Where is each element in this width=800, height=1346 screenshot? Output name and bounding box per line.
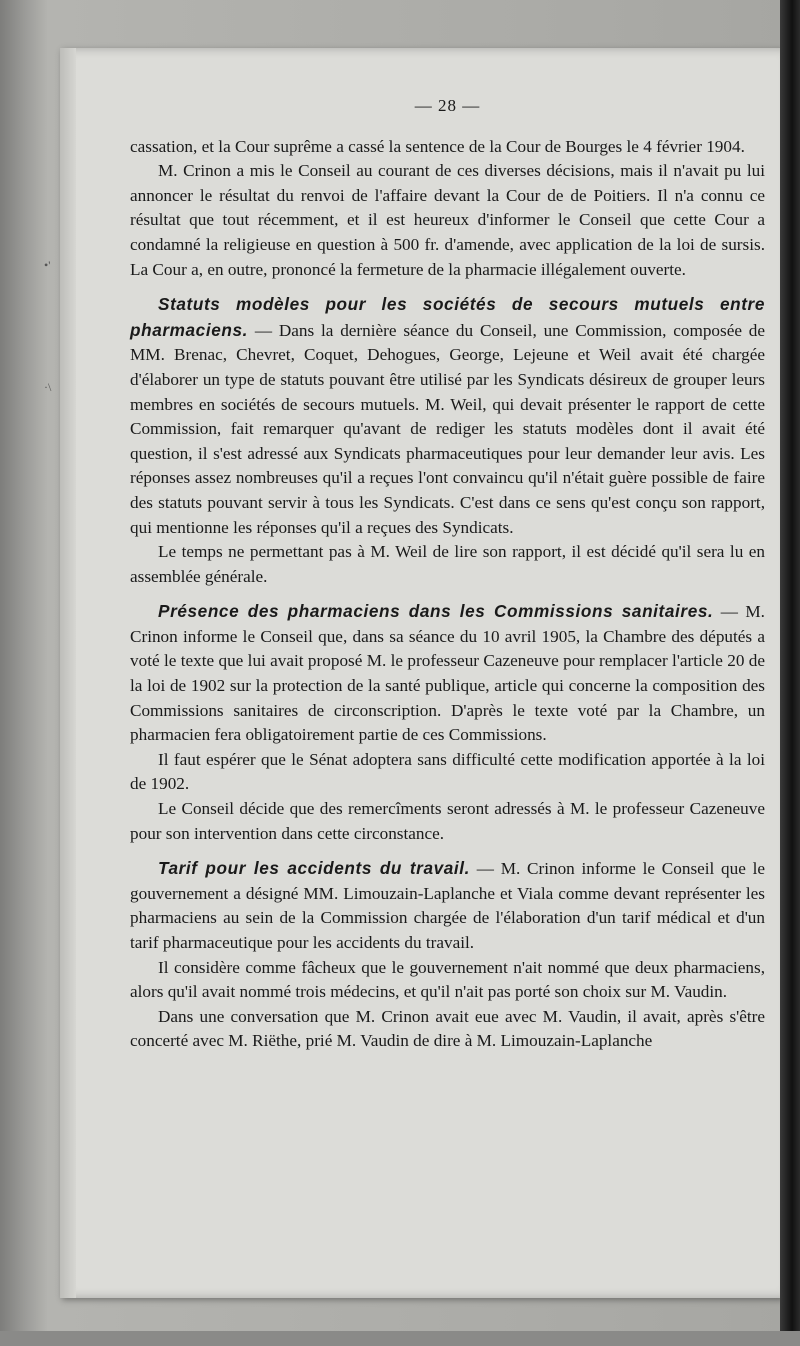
margin-mark-icon: ·\ [44, 380, 52, 394]
paragraph: cassation, et la Cour suprême a cassé la sentence de la Cour de Bourges le 4 février 1904. [130, 136, 745, 156]
section-heading: Statuts modèles pour les sociétés de secours mutuels entre pharmaciens. [130, 294, 765, 340]
margin-mark-icon: •' [44, 258, 51, 272]
paragraph: M. Crinon a mis le Conseil au courant de ces diverses décisions, mais il n'avait pu lui annoncer le résultat du renvoi de l'affaire devant la Cour de de Poitiers. Il n'a connu ce résultat que tout récemment, et il est heureux d'informer le Conseil que cette Cour a condamné la religieuse en question à 500 fr. d'amende, avec application de la loi de sursis. La Cour a, en outre, prononcé la fermeture de la pharmacie illégalement ouverte. [130, 161, 765, 279]
section-statuts [130, 292, 765, 589]
section-heading: Présence des pharmaciens dans les Commissions sanitaires. [158, 601, 714, 622]
section-tarif [130, 856, 765, 1054]
book-spine [780, 0, 800, 1331]
paragraph: Il considère comme fâcheux que le gouvernement n'ait nommé que deux pharmaciens, alors qu'il avait nommé trois médecins, et qu'il n'ait pas porté son choix sur M. Vaudin. [130, 957, 765, 1002]
page-text [130, 94, 765, 1054]
paragraph: Il faut espérer que le Sénat adoptera sans difficulté cette modification apportée à la loi de 1902. [130, 749, 765, 794]
page-number: — 28 — [414, 96, 481, 115]
paragraph: Le temps ne permettant pas à M. Weil de lire son rapport, il est décidé qu'il sera lu en assemblée générale. [130, 542, 765, 586]
section-body: — M. Crinon informe le Conseil que le gouvernement a désigné MM. Limouzain-Laplanche et Viala comme devant représenter les pharmaciens au sein de la Commission chargée de l'élaboration d'un tarif médical et d'un tarif pharmaceutique pour les accidents du travail. [130, 859, 765, 952]
section-presence [130, 599, 765, 846]
paragraph: Le Conseil décide que des remercîments seront adressés à M. le professeur Cazeneuve pour son intervention dans cette circonstance. [130, 799, 765, 843]
section-body: — Dans la dernière séance du Conseil, une Commission, composée de MM. Brenac, Chevret, Coquet, Dehogues, George, Lejeune et Weil avait été chargée d'élaborer un type de statuts pouvant être utilisé par les Syndicats désireux de grouper leurs membres en sociétés de secours mutuels. M. Weil, qui devait présenter le rapport de cette Commission, fait remarquer qu'avant de rediger les statuts modèles dont il avait été question, il s'est adressé aux Syndicats pharmaceutiques pour leur demander leur avis. Les réponses assez nombreuses qu'il a reçues l'ont convaincu qu'il n'était guère possible de faire des statuts pouvant servir à tous les Syndicats. C'est dans ce sens qu'est conçu son rapport, qui mentionne les réponses qu'il a reçues des Syndicats. [130, 320, 765, 537]
section-heading: Tarif pour les accidents du travail. [158, 858, 471, 879]
section-body: — M. Crinon informe le Conseil que, dans sa séance du 10 avril 1905, la Chambre des députés a voté le texte que lui avait proposé M. le professeur Cazeneuve pour remplacer l'article 20 de la loi de 1902 sur la protection de la santé publique, article qui concerne la composition des Commissions sanitaires de circonscription. D'après le texte voté par la Chambre, un pharmacien fera obligatoirement partie de ces Commissions. [130, 602, 765, 745]
paragraph: Dans une conversation que M. Crinon avait eue avec M. Vaudin, il avait, après s'être concerté avec M. Riëthe, prié M. Vaudin de dire à M. Limouzain-Laplanche [130, 1006, 765, 1051]
